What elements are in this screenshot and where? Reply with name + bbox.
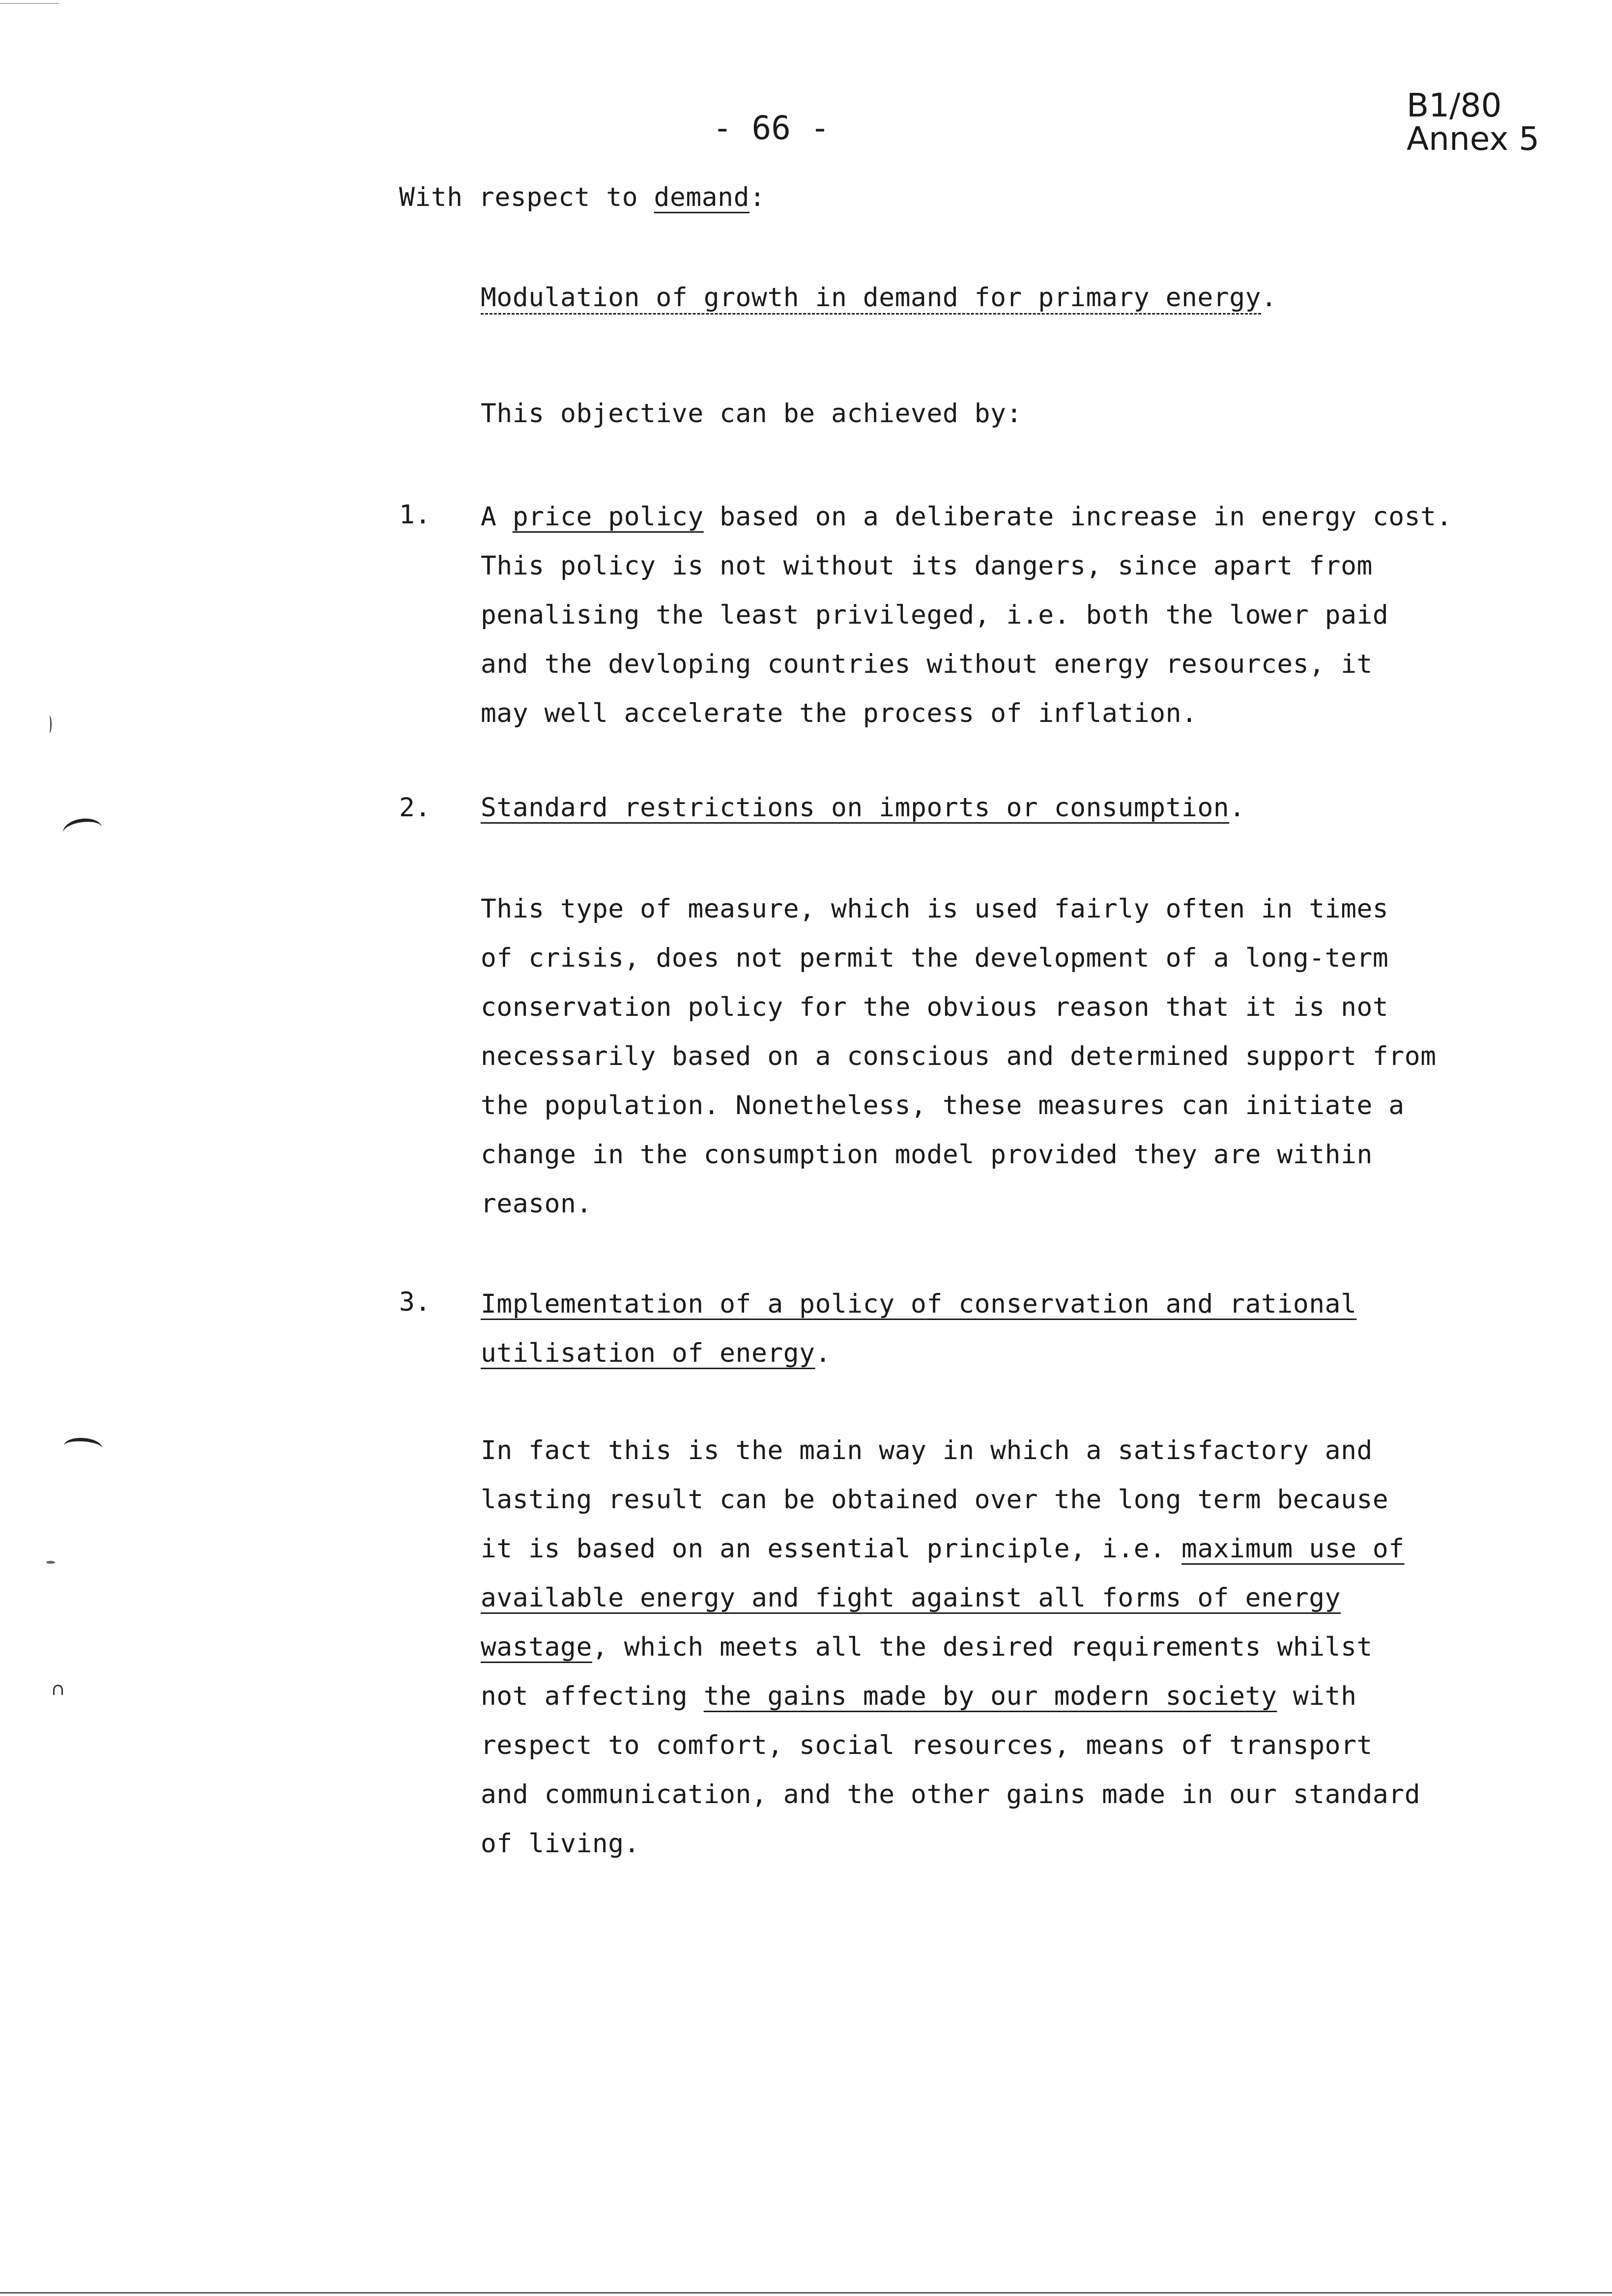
- item-3-heading-line: Implementation of a policy of conservation and rational: [481, 1289, 1357, 1319]
- item-1-line: penalising the least privileged, i.e. both the lower paid: [481, 600, 1389, 630]
- annex-label: Annex 5: [1407, 120, 1540, 158]
- scan-speck: [46, 1561, 55, 1564]
- item-3-l3-emphasis: maximum use of: [1181, 1534, 1405, 1564]
- item-3-line: of living.: [481, 1829, 640, 1859]
- item-2-paragraph: [481, 885, 1437, 1229]
- intro-prefix: With respect to: [399, 182, 654, 212]
- scan-speck: [47, 716, 52, 733]
- item-3-heading-line: [481, 1329, 1356, 1378]
- item-3-l6-pre: not affecting: [481, 1681, 704, 1711]
- item-2-line: of crisis, does not permit the development of a long-term: [481, 943, 1389, 973]
- item-3-l6-post: with: [1277, 1681, 1357, 1711]
- item-3-line: [481, 1524, 1420, 1574]
- item-1-line: and the devloping countries without energy resources, it: [481, 649, 1373, 679]
- binder-hole-mark: [63, 1436, 103, 1457]
- objective-title-text: Modulation of growth in demand for primary energy: [481, 283, 1262, 313]
- item-3-heading: [481, 1280, 1356, 1378]
- item-1-line: [481, 492, 1452, 542]
- item-3-paragraph: [481, 1426, 1420, 1868]
- item-1-number: 1.: [399, 500, 431, 530]
- item-2-line: This type of measure, which is used fairly often in times: [481, 894, 1389, 924]
- item-3-l4-emphasis: available energy and fight against all forms of energy: [481, 1583, 1341, 1613]
- item-3-number: 3.: [399, 1287, 431, 1317]
- item-3-line: respect to comfort, social resources, means of transport: [481, 1730, 1373, 1760]
- item-3-heading-line-2: utilisation of energy: [481, 1338, 815, 1368]
- item-3-line: In fact this is the main way in which a satisfactory and: [481, 1435, 1373, 1465]
- item-1-line: This policy is not without its dangers, since apart from: [481, 551, 1373, 581]
- item-2-line: change in the consumption model provided they are within: [481, 1140, 1373, 1170]
- intro-keyword: demand: [654, 182, 749, 212]
- item-3-l5-post: , which meets all the desired requirements whilst: [592, 1632, 1373, 1662]
- item-3-l3-pre: it is based on an essential principle, i.e.: [481, 1534, 1181, 1564]
- objective-title-suffix: .: [1261, 283, 1277, 313]
- item-1-line: may well accelerate the process of inflation.: [481, 698, 1198, 728]
- item-3-l6-emphasis: the gains made by our modern society: [703, 1681, 1277, 1711]
- scan-bottom-edge: [0, 2292, 1612, 2294]
- item-3-heading-suffix: .: [815, 1338, 832, 1368]
- item-2-heading-text: Standard restrictions on imports or consumption: [481, 793, 1230, 823]
- item-2-line: necessarily based on a conscious and determined support from: [481, 1041, 1437, 1071]
- item-3-line: [481, 1623, 1420, 1672]
- item-1-pre: A: [481, 502, 513, 532]
- page-number: - 66 -: [713, 109, 830, 147]
- item-2-line: the population. Nonetheless, these measures can initiate a: [481, 1091, 1405, 1120]
- item-2-line: reason.: [481, 1189, 592, 1219]
- document-reference: B1/80: [1407, 86, 1502, 124]
- item-2-line: conservation policy for the obvious reason that it is not: [481, 992, 1389, 1022]
- price-policy-emphasis: price policy: [512, 502, 704, 532]
- scan-speck: [53, 1685, 63, 1695]
- item-3-line: [481, 1672, 1420, 1721]
- intro-suffix: :: [749, 182, 766, 212]
- intro-line: [399, 173, 765, 222]
- objective-title: [481, 273, 1277, 322]
- scan-edge-line: [0, 3, 59, 4]
- item-3-l5-emphasis: wastage: [481, 1632, 592, 1662]
- item-2-heading-suffix: .: [1229, 793, 1245, 823]
- item-1-paragraph: [481, 492, 1452, 738]
- item-2-number: 2.: [399, 793, 431, 823]
- item-2-heading: [481, 783, 1245, 832]
- item-3-line: [481, 1574, 1420, 1623]
- binder-hole-mark: [61, 816, 104, 845]
- objective-lead: This objective can be achieved by:: [481, 399, 1022, 429]
- item-3-line: lasting result can be obtained over the long term because: [481, 1485, 1389, 1515]
- item-1-post: based on a deliberate increase in energy cost.: [703, 502, 1452, 532]
- item-3-line: and communication, and the other gains made in our standard: [481, 1779, 1421, 1809]
